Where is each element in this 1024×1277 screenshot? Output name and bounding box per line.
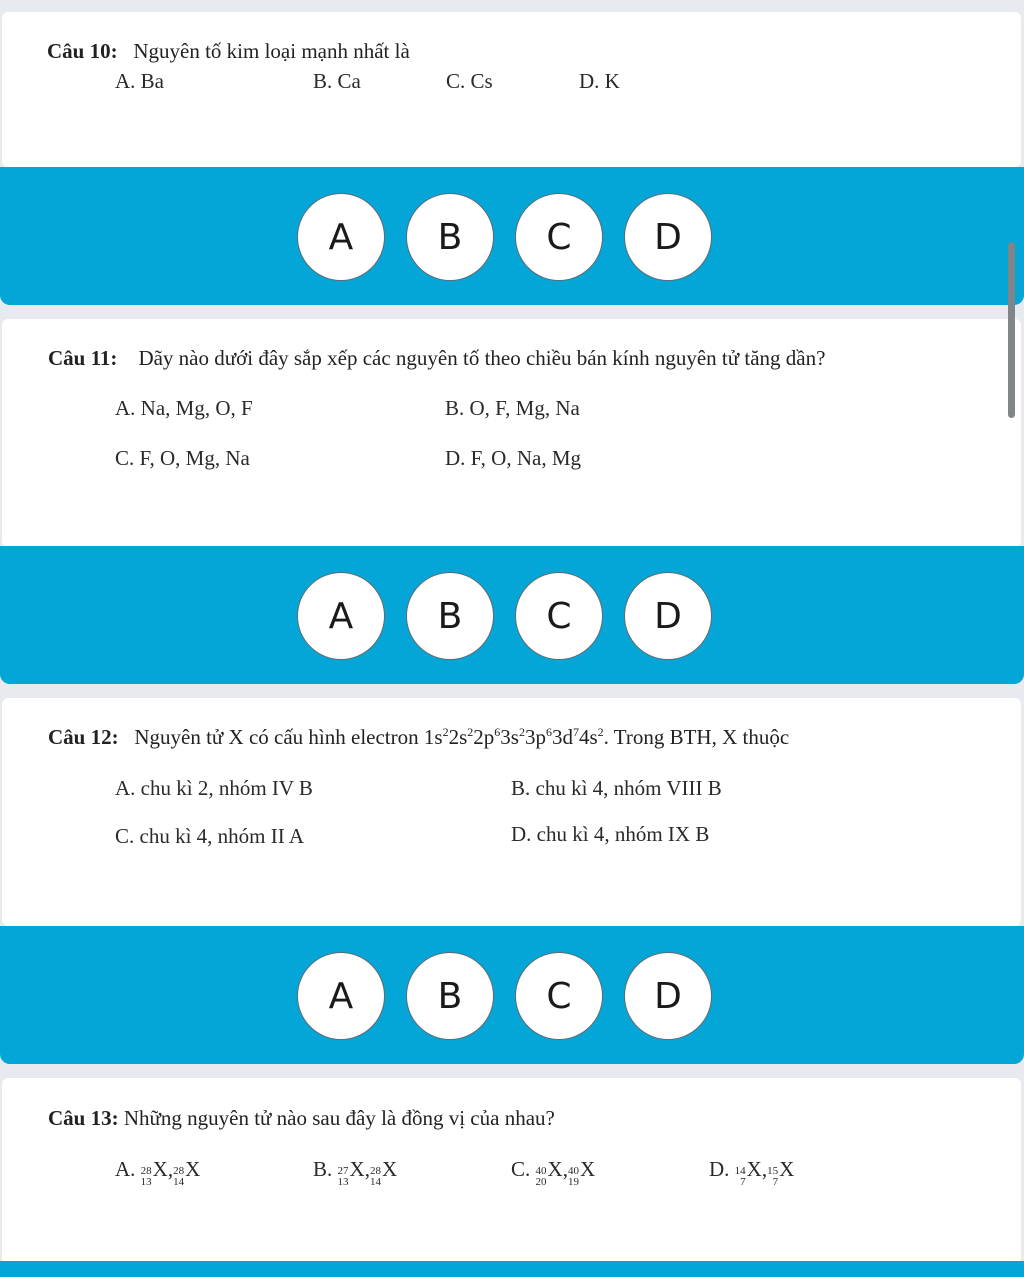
mass-number: 28 [369,1165,381,1177]
answer-button-a[interactable]: A [297,952,385,1040]
answer-panel-13-top [0,1261,1024,1277]
isotope-notation [370,1157,397,1190]
atomic-number: 19 [567,1176,579,1188]
question-text [47,39,410,64]
question-card-10 [2,12,1021,167]
electron-configuration [424,725,604,749]
mass-number: 28 [140,1165,152,1177]
option-a: A. Na, Mg, O, F [115,396,253,420]
element-symbol: X [779,1157,795,1181]
orbital: 4s [578,725,598,749]
orbital: 3s [500,725,519,749]
isotope-notation [767,1157,794,1190]
orbital: 1s [423,725,443,749]
option-b [313,1157,397,1190]
option-a: A. Ba [115,69,164,93]
option-a: A. chu kì 2, nhóm IV B [115,776,313,800]
separator: , [562,1157,568,1181]
orbital-electron-count: 2 [518,725,525,739]
option-label: B. [313,1157,338,1181]
scrollbar-thumb[interactable] [1008,242,1015,418]
isotope-notation [173,1157,200,1190]
mass-number: 14 [734,1165,746,1177]
mass-atomic-numbers [568,1166,579,1188]
question-stem: Dãy nào dưới đây sắp xếp các nguyên tố theo chiều bán kính nguyên tử tăng dần? [138,346,826,370]
element-symbol: X [381,1157,398,1181]
question-text [48,346,825,371]
option-d: D. F, O, Na, Mg [445,446,581,470]
mass-number: 40 [567,1165,579,1177]
orbital: 3d [551,725,573,749]
element-symbol: X [185,1157,201,1181]
mass-atomic-numbers [536,1166,547,1188]
atomic-number: 7 [740,1176,746,1188]
atomic-number: 13 [140,1176,152,1188]
option-d [709,1157,794,1190]
element-symbol: X [547,1157,563,1181]
atomic-number: 20 [535,1176,547,1188]
option-b: B. chu kì 4, nhóm VIII B [511,776,722,800]
mass-atomic-numbers [173,1166,184,1188]
answer-button-a[interactable]: A [297,193,385,281]
separator: , [761,1157,768,1181]
answer-panel-12 [0,926,1024,1064]
answer-button-d[interactable]: D [624,952,712,1040]
question-number: Câu 13: [48,1106,119,1130]
mass-atomic-numbers [141,1166,152,1188]
question-stem-suffix: . Trong BTH, X thuộc [603,725,790,749]
separator: , [167,1157,174,1181]
mass-number: 27 [337,1165,349,1177]
atomic-number: 14 [173,1176,185,1188]
orbital-electron-count: 6 [545,725,552,739]
mass-number: 28 [173,1165,185,1177]
answer-button-d[interactable]: D [624,193,712,281]
option-label: A. [115,1157,141,1181]
orbital-electron-count: 7 [572,725,579,739]
isotope-notation [735,1157,767,1190]
question-text [48,1106,555,1131]
question-number: Câu 12: [48,725,119,749]
option-label: D. [709,1157,735,1181]
orbital: 2s [448,725,468,749]
mass-number: 40 [535,1165,547,1177]
option-label: C. [511,1157,536,1181]
answer-panel-11 [0,546,1024,684]
isotope-notation [536,1157,568,1190]
option-a [115,1157,200,1190]
orbital-electron-count: 2 [467,725,474,739]
separator: , [364,1157,370,1181]
element-symbol: X [152,1157,168,1181]
option-b: B. O, F, Mg, Na [445,396,580,420]
option-d: D. K [579,69,620,93]
question-stem-prefix: Nguyên tử X có cấu hình electron [134,725,424,749]
question-number: Câu 10: [47,39,118,63]
answer-button-c[interactable]: C [515,952,603,1040]
answer-button-d[interactable]: D [624,572,712,660]
answer-button-b[interactable]: B [406,193,494,281]
answer-button-c[interactable]: C [515,193,603,281]
option-b: B. Ca [313,69,361,93]
isotope-notation [338,1157,370,1190]
answer-button-a[interactable]: A [297,572,385,660]
question-text [48,725,789,750]
atomic-number: 14 [369,1176,381,1188]
isotope-notation [141,1157,173,1190]
option-c: C. Cs [446,69,493,93]
question-card-13 [2,1078,1021,1263]
atomic-number: 13 [337,1176,349,1188]
element-symbol: X [746,1157,762,1181]
answer-button-b[interactable]: B [406,572,494,660]
orbital: 3p [524,725,546,749]
question-number: Câu 11: [48,346,118,370]
option-c: C. chu kì 4, nhóm II A [115,824,304,848]
option-c [511,1157,595,1190]
option-c: C. F, O, Mg, Na [115,446,250,470]
atomic-number: 7 [772,1176,779,1188]
option-d: D. chu kì 4, nhóm IX B [511,822,710,846]
mass-number: 15 [767,1165,779,1177]
orbital-electron-count: 2 [442,725,449,739]
answer-panel-10 [0,167,1024,305]
mass-atomic-numbers [338,1166,349,1188]
question-card-11 [2,319,1021,547]
answer-button-b[interactable]: B [406,952,494,1040]
element-symbol: X [579,1157,596,1181]
mass-atomic-numbers [370,1166,381,1188]
orbital-electron-count: 6 [494,725,501,739]
question-card-12 [2,698,1021,926]
orbital-electron-count: 2 [597,725,604,739]
isotope-notation [568,1157,595,1190]
answer-button-c[interactable]: C [515,572,603,660]
mass-atomic-numbers [735,1166,746,1188]
element-symbol: X [349,1157,365,1181]
mass-atomic-numbers [767,1166,778,1188]
question-stem: Những nguyên tử nào sau đây là đồng vị của nhau? [123,1106,555,1130]
question-stem: Nguyên tố kim loại mạnh nhất là [133,39,410,63]
orbital: 2p [473,725,495,749]
